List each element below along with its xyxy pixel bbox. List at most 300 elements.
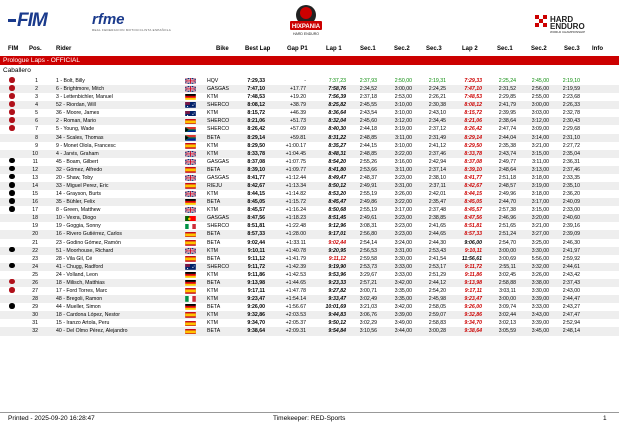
cell-lap1: 7:56,39 [328, 94, 346, 101]
flag-aus-icon [185, 102, 196, 108]
cell-bike: HQV [207, 78, 219, 84]
cell-rider: 24 - Volland, Leon [56, 271, 98, 278]
cell-s3a: 2:41,54 [428, 255, 446, 262]
flag-gbr-icon [185, 207, 196, 213]
cell-pos: 9 [35, 142, 38, 149]
cell-best: 8:45,05 [247, 199, 265, 206]
cell-s3a: 3:00,28 [428, 328, 446, 335]
cell-s3a: 2:44,12 [428, 279, 446, 286]
cell-s1b: 2:51,18 [498, 174, 516, 181]
cell-s2a: 3:23,00 [394, 174, 412, 181]
cell-bike: KTM [207, 247, 218, 254]
cell-lap1: 8:35,27 [328, 142, 346, 149]
cell-best: 9:11,12 [247, 255, 265, 262]
status-dot-icon [9, 85, 15, 91]
cell-bike: SHERCO [207, 223, 230, 230]
cell-pos: 12 [32, 166, 38, 173]
cell-s2a: 3:10,00 [394, 142, 412, 149]
cell-bike: SHERCO [207, 126, 230, 133]
cell-s2a: 3:24,00 [394, 239, 412, 246]
flag-esp-icon [185, 240, 196, 246]
cell-lap2: 8:47,56 [464, 215, 482, 222]
cell-s2a: 3:22,00 [394, 150, 412, 157]
cell-lap1: 9:19,90 [328, 263, 346, 270]
flag-esp-icon [185, 312, 196, 318]
cell-gap: +1:44.65 [285, 279, 306, 286]
cell-rider: 17 - Ford Torres, Marc [56, 288, 108, 295]
cell-rider: 1 - Bolt, Billy [56, 78, 85, 84]
cell-gap: +1:16.24 [285, 207, 306, 214]
cell-s2b: 3:30,00 [531, 288, 549, 295]
cell-lap2: 8:08,12 [464, 102, 482, 109]
col-sec3b: Sec.3 [564, 46, 580, 52]
cell-s1b: 3:00,00 [498, 247, 516, 254]
cell-s1b: 2:49,77 [498, 158, 516, 165]
cell-lap1: 9:54,84 [328, 328, 346, 335]
flag-rsa-icon [185, 127, 196, 133]
flag-esp-icon [185, 321, 196, 327]
cell-gap: +1:04.45 [285, 150, 306, 157]
cell-s3a: 2:53,17 [428, 263, 446, 270]
table-row [0, 214, 619, 222]
cell-pos: 24 [32, 263, 38, 270]
flag-ger-icon [185, 304, 196, 310]
cell-s3b: 2:27,72 [562, 142, 580, 149]
cell-pos: 20 [32, 231, 38, 238]
cell-s2b: 3:17,00 [531, 199, 549, 206]
cell-s2a: 3:10,00 [394, 110, 412, 117]
cell-s1a: 2:54,14 [359, 239, 377, 246]
cell-pos: 32 [32, 328, 38, 335]
cell-best: 9:26,00 [247, 304, 265, 311]
cell-s3a: 2:19,31 [428, 78, 446, 84]
cell-s3a: 2:37,11 [429, 183, 446, 190]
cell-s1b: 3:00,69 [498, 255, 516, 262]
cell-s2a: 3:23,00 [394, 223, 412, 230]
cell-s2b: 3:18,00 [531, 191, 549, 198]
cell-s3a: 2:45,98 [428, 296, 446, 303]
cell-s2b: 3:11,00 [532, 158, 549, 165]
cell-lap1: 8:41,80 [328, 166, 346, 173]
table-row [0, 109, 619, 117]
status-dot-icon [9, 117, 15, 123]
cell-gap: +38.79 [289, 102, 306, 109]
cell-best: 8:37,08 [247, 158, 265, 165]
cell-s3b: 2:46,30 [562, 239, 580, 246]
cell-s2a: 3:31,00 [394, 183, 412, 190]
cell-s3a: 2:31,49 [428, 134, 446, 141]
table-row [0, 125, 619, 133]
cell-s2a: 3:00,00 [394, 86, 412, 93]
cell-s3a: 2:59,07 [428, 312, 446, 319]
cell-rider: 34 - Scales, Thomas [56, 134, 104, 141]
cell-best: 8:45,57 [247, 207, 265, 214]
cell-s3b: 2:43,27 [562, 304, 580, 311]
cell-lap1: 8:51,45 [328, 215, 346, 222]
table-row [0, 239, 619, 247]
col-rider: Rider [56, 46, 72, 52]
cell-s3a: 2:58,05 [428, 304, 446, 311]
flag-esp-icon [185, 232, 196, 238]
cell-lap1: 7:37,23 [328, 78, 346, 84]
cell-s3a: 2:53,43 [428, 247, 446, 254]
cell-bike: BETA [207, 304, 221, 311]
cell-bike: KTM [207, 320, 218, 327]
cell-lap1: 9:53,96 [328, 271, 346, 278]
cell-s3a: 2:37,14 [428, 166, 446, 173]
cell-rider: 10 - Vexra, Diogo [56, 215, 97, 222]
cell-s2b: 3:13,00 [531, 166, 549, 173]
cell-rider: 6 - Brightmore, Mitch [56, 86, 105, 93]
cell-s2b: 3:30,00 [531, 247, 549, 254]
cell-bike: KTM [207, 296, 218, 303]
cell-s3a: 2:30,38 [428, 102, 446, 109]
table-row [0, 287, 619, 295]
cell-best: 9:38,64 [247, 328, 265, 335]
col-lap2: Lap 2 [462, 46, 478, 52]
cell-s2b: 2:55,00 [531, 94, 549, 101]
cell-s2b: 3:27,00 [531, 231, 549, 238]
cell-pos: 17 [32, 207, 38, 214]
cell-pos: 23 [32, 255, 38, 262]
session-banner: Prologue Laps - OFFICIAL [0, 56, 619, 65]
page-footer [0, 412, 619, 424]
cell-gap: +59.81 [289, 134, 306, 141]
flag-por-icon [185, 216, 196, 222]
cell-best: 9:11,86 [247, 271, 265, 278]
cell-s3b: 2:37,46 [562, 166, 580, 173]
cell-bike: BETA [207, 279, 221, 286]
cell-lap2: 8:45,57 [464, 207, 482, 214]
cell-s2b: 3:15,00 [531, 150, 549, 157]
cell-s2b: 3:39,00 [531, 296, 549, 303]
cell-best: 9:17,11 [247, 288, 265, 295]
cell-bike: KTM [207, 94, 218, 101]
cell-s3b: 2:41,97 [562, 247, 580, 254]
cell-s1b: 2:25,24 [498, 78, 516, 84]
cell-best: 7:29,33 [247, 78, 265, 84]
cell-lap1: 8:49,47 [328, 174, 346, 181]
cell-rider: 35 - Bühler, Felix [56, 199, 95, 206]
timekeeper: Timekeeper: RED-Sports [273, 415, 346, 422]
cell-s1b: 3:02,44 [498, 312, 516, 319]
status-dot-icon [9, 206, 15, 212]
cell-rider: 2 - Roman, Mario [56, 118, 97, 125]
col-fim: FIM [8, 46, 19, 52]
flag-esp-icon [185, 329, 196, 335]
cell-s2b: 3:26,00 [531, 271, 549, 278]
table-row [0, 303, 619, 311]
status-dot-icon [9, 109, 15, 115]
cell-s2a: 3:19,00 [394, 126, 412, 133]
cell-rider: 4 - Jarvis, Graham [56, 150, 99, 157]
results-table [0, 77, 619, 336]
table-row [0, 158, 619, 166]
cell-gap: +1:15.72 [285, 199, 306, 206]
cell-s2a: 3:49,00 [394, 320, 412, 327]
cell-s2b: 3:18,00 [531, 174, 549, 181]
cell-s2a: 3:12,00 [394, 118, 412, 125]
cell-s2b: 3:32,00 [531, 263, 549, 270]
cell-s3a: 2:44,30 [428, 239, 446, 246]
cell-pos: 26 [32, 279, 38, 286]
cell-gap: +1:47.78 [285, 288, 306, 295]
status-dot-icon [9, 263, 15, 269]
cell-s1a: 2:48,85 [359, 134, 377, 141]
cell-s1a: 2:49,91 [359, 183, 377, 190]
table-header [0, 45, 619, 55]
cell-bike: RIEJU [207, 183, 222, 190]
cell-s2b: 3:25,00 [531, 239, 549, 246]
cell-s1b: 2:54,70 [498, 239, 516, 246]
flag-ita-icon [185, 296, 196, 302]
cell-rider: 28 - Vila Gil, Cé [56, 255, 93, 262]
cell-s3b: 2:59,92 [562, 255, 580, 262]
cell-best: 8:21,06 [247, 118, 265, 125]
cell-bike: BETA [207, 239, 221, 246]
cell-s1b: 2:47,74 [498, 126, 516, 133]
cell-gap: +1:13.34 [285, 183, 306, 190]
cell-lap2: 9:23,47 [464, 296, 482, 303]
cell-s2b: 3:33,00 [531, 304, 549, 311]
status-dot-icon [9, 198, 15, 204]
flag-gbr-icon [185, 151, 196, 157]
cell-s2a: 3:42,00 [394, 279, 412, 286]
col-pos: Pos. [29, 46, 42, 52]
flag-ita-icon [185, 224, 196, 230]
table-row [0, 166, 619, 174]
cell-s1b: 2:43,74 [498, 150, 516, 157]
cell-lap2: 7:47,10 [464, 86, 482, 93]
flag-gbr-icon [185, 86, 196, 92]
cell-best: 8:44,15 [247, 191, 265, 198]
cell-s3b: 2:19,10 [562, 78, 580, 84]
cell-s1a: 3:02,29 [359, 320, 377, 327]
svg-text:HARD ENDURO: HARD ENDURO [292, 32, 320, 36]
status-dot-icon [9, 279, 15, 285]
cell-s3b: 2:33,00 [562, 207, 580, 214]
cell-s3a: 2:37,12 [428, 126, 446, 133]
cell-s2a: 3:31,00 [394, 247, 412, 254]
cell-gap: +17.77 [289, 86, 306, 93]
cell-s3b: 2:48,14 [562, 328, 580, 335]
cell-s1a: 2:57,21 [359, 279, 377, 286]
flag-esp-icon [185, 143, 196, 149]
cell-s3b: 2:36,20 [562, 191, 580, 198]
flag-gbr-icon [185, 175, 196, 181]
cell-pos: 5 [35, 110, 38, 117]
cell-lap1: 9:33,47 [328, 296, 346, 303]
flag-esp-icon [185, 256, 196, 262]
cell-lap1: 10:01,69 [325, 304, 346, 311]
cell-s2b: 3:38,00 [531, 279, 549, 286]
table-row [0, 93, 619, 101]
cell-s3b: 2:43,00 [562, 288, 580, 295]
cell-best: 8:42,67 [247, 183, 265, 190]
table-row [0, 279, 619, 287]
table-row [0, 198, 619, 206]
cell-s2b: 3:45,00 [531, 328, 549, 335]
cell-lap2: 8:29,14 [464, 134, 482, 141]
cell-bike: BETA [207, 255, 221, 262]
page-number: 1 [603, 415, 607, 422]
flag-gbr-icon [185, 78, 196, 84]
cell-lap2: 9:38,64 [464, 328, 482, 335]
cell-lap1: 8:36,64 [328, 110, 346, 117]
cell-lap1: 8:32,04 [328, 118, 346, 125]
cell-best: 8:29,50 [247, 142, 265, 149]
cell-lap2: 8:45,05 [464, 199, 482, 206]
cell-lap2: 9:26,00 [464, 304, 482, 311]
cell-s1a: 3:06,76 [359, 312, 377, 319]
cell-bike: KTM [207, 150, 218, 157]
cell-rider: 23 - Godino Gómez, Ramón [56, 239, 121, 246]
cell-s2b: 3:15,00 [531, 207, 549, 214]
cell-s2a: 3:30,00 [394, 255, 412, 262]
cell-s3a: 2:26,21 [428, 94, 446, 101]
cell-s1a: 2:34,52 [359, 86, 377, 93]
cell-gap: +1:54.14 [285, 296, 306, 303]
cell-best: 8:41,77 [247, 174, 265, 181]
table-row [0, 117, 619, 125]
cell-rider: 51 - Moorhouse, Richard [56, 247, 114, 254]
status-dot-icon [9, 287, 15, 293]
cell-s1a: 3:02,49 [359, 296, 377, 303]
hixpania-logo [284, 1, 328, 39]
cell-s2a: 3:42,00 [394, 304, 412, 311]
cell-s1b: 2:48,64 [498, 166, 516, 173]
cell-s1b: 2:29,85 [498, 94, 516, 101]
cell-best: 7:47,10 [247, 86, 265, 93]
cell-s2b: 3:21,00 [531, 142, 549, 149]
cell-s3a: 2:44,65 [428, 231, 446, 238]
status-dot-icon [9, 101, 15, 107]
cell-rider: 32 - Gómez, Alfredo [56, 166, 103, 173]
cell-s1b: 3:05,59 [498, 328, 516, 335]
cell-pos: 11 [32, 158, 38, 165]
cell-lap2: 8:37,08 [464, 158, 482, 165]
cell-s2a: 3:33,00 [394, 263, 412, 270]
table-row [0, 182, 619, 190]
cell-s3b: 2:37,43 [562, 279, 580, 286]
status-dot-icon [9, 166, 15, 172]
cell-pos: 6 [35, 118, 38, 125]
category-label: Caballero [3, 67, 31, 74]
cell-s3a: 2:42,01 [428, 191, 446, 198]
cell-rider: 14 - Grayson, Burts [56, 191, 101, 198]
cell-s2b: 2:45,00 [531, 78, 549, 84]
cell-lap2: 8:15,72 [464, 110, 482, 117]
cell-lap2: 8:33,78 [464, 150, 482, 157]
cell-bike: BETA [207, 231, 221, 238]
cell-lap1: 9:12,96 [328, 223, 346, 230]
table-row [0, 230, 619, 238]
col-lap1: Lap 1 [326, 46, 342, 52]
cell-best: 9:32,86 [247, 312, 265, 319]
cell-bike: SHERCO [207, 102, 230, 109]
cell-best: 9:02,44 [247, 239, 265, 246]
cell-s3b: 2:30,43 [562, 118, 580, 125]
table-row [0, 190, 619, 198]
cell-best: 8:47,56 [247, 215, 265, 222]
cell-s3a: 2:41,65 [428, 223, 446, 230]
cell-s1a: 2:43,54 [359, 110, 377, 117]
cell-s2a: 3:33,00 [394, 271, 412, 278]
cell-rider: 41 - Chugg, Radford [56, 263, 104, 270]
col-sec3a: Sec.3 [426, 46, 442, 52]
cell-gap: +1:12.44 [285, 174, 306, 181]
cell-s3b: 2:35,10 [562, 183, 580, 190]
cell-gap: +1:00.17 [285, 142, 306, 149]
cell-lap2: 8:29,50 [464, 142, 482, 149]
cell-s2a: 2:50,00 [394, 78, 412, 84]
cell-best: 8:33,78 [247, 150, 265, 157]
cell-rider: 19 - Goggia, Sonny [56, 223, 101, 230]
cell-lap1: 7:58,76 [328, 86, 346, 93]
cell-s2b: 3:12,00 [531, 118, 549, 125]
cell-best: 8:15,72 [247, 110, 265, 117]
cell-s2b: 3:43,00 [531, 312, 549, 319]
cell-pos: 14 [32, 183, 38, 190]
cell-lap1: 8:50,68 [328, 207, 346, 214]
cell-gap: +1:28.00 [285, 231, 306, 238]
cell-s1a: 2:55,19 [359, 207, 377, 214]
cell-gap: - [304, 78, 306, 84]
cell-s1a: 2:45,60 [359, 118, 377, 125]
cell-lap1: 9:11,12 [328, 255, 346, 262]
cell-best: 8:26,42 [247, 126, 265, 133]
cell-lap2: 9:34,70 [464, 320, 482, 327]
cell-s2a: 3:22,00 [394, 199, 412, 206]
cell-pos: 31 [32, 320, 38, 327]
flag-aus-icon [185, 264, 196, 270]
cell-gap: +1:14.82 [285, 191, 306, 198]
cell-s1a: 2:55,26 [359, 158, 377, 165]
cell-s1a: 2:56,53 [359, 247, 377, 254]
cell-s3b: 2:39,09 [562, 231, 580, 238]
cell-s3b: 2:36,31 [562, 158, 580, 165]
cell-s2a: 3:11,00 [395, 134, 412, 141]
cell-lap2: 9:32,86 [464, 312, 482, 319]
cell-bike: GASGAS [207, 174, 229, 181]
cell-s2a: 3:39,00 [394, 312, 412, 319]
cell-gap: +57.09 [289, 126, 306, 133]
cell-gap: +1:42.39 [285, 263, 306, 270]
cell-best: 8:08,12 [247, 102, 265, 109]
cell-lap1: 9:27,82 [328, 288, 346, 295]
cell-gap: +1:09.77 [285, 166, 306, 173]
cell-s3b: 2:44,61 [562, 263, 580, 270]
cell-gap: +1:41.79 [285, 255, 306, 262]
cell-lap2: 8:26,42 [464, 126, 482, 133]
cell-pos: 7 [35, 126, 38, 133]
cell-s1a: 2:59,58 [359, 255, 377, 262]
cell-bike: BETA [207, 134, 221, 141]
cell-lap1: 8:25,82 [328, 102, 346, 109]
cell-s1a: 2:44,18 [359, 126, 377, 133]
cell-s1b: 3:02,45 [498, 271, 516, 278]
cell-s3b: 2:40,09 [562, 199, 580, 206]
cell-rider: 15 - Iranzo Artola, Peru [56, 320, 110, 327]
cell-lap2: 9:11,72 [464, 263, 482, 270]
cell-s1a: 3:00,71 [359, 288, 377, 295]
status-dot-icon [9, 247, 15, 253]
cell-s2b: 3:00,00 [531, 102, 549, 109]
cell-s1a: 2:53,66 [359, 166, 377, 173]
flag-ger-icon [185, 272, 196, 278]
cell-best: 8:57,33 [247, 231, 265, 238]
cell-s1b: 2:44,04 [498, 134, 516, 141]
